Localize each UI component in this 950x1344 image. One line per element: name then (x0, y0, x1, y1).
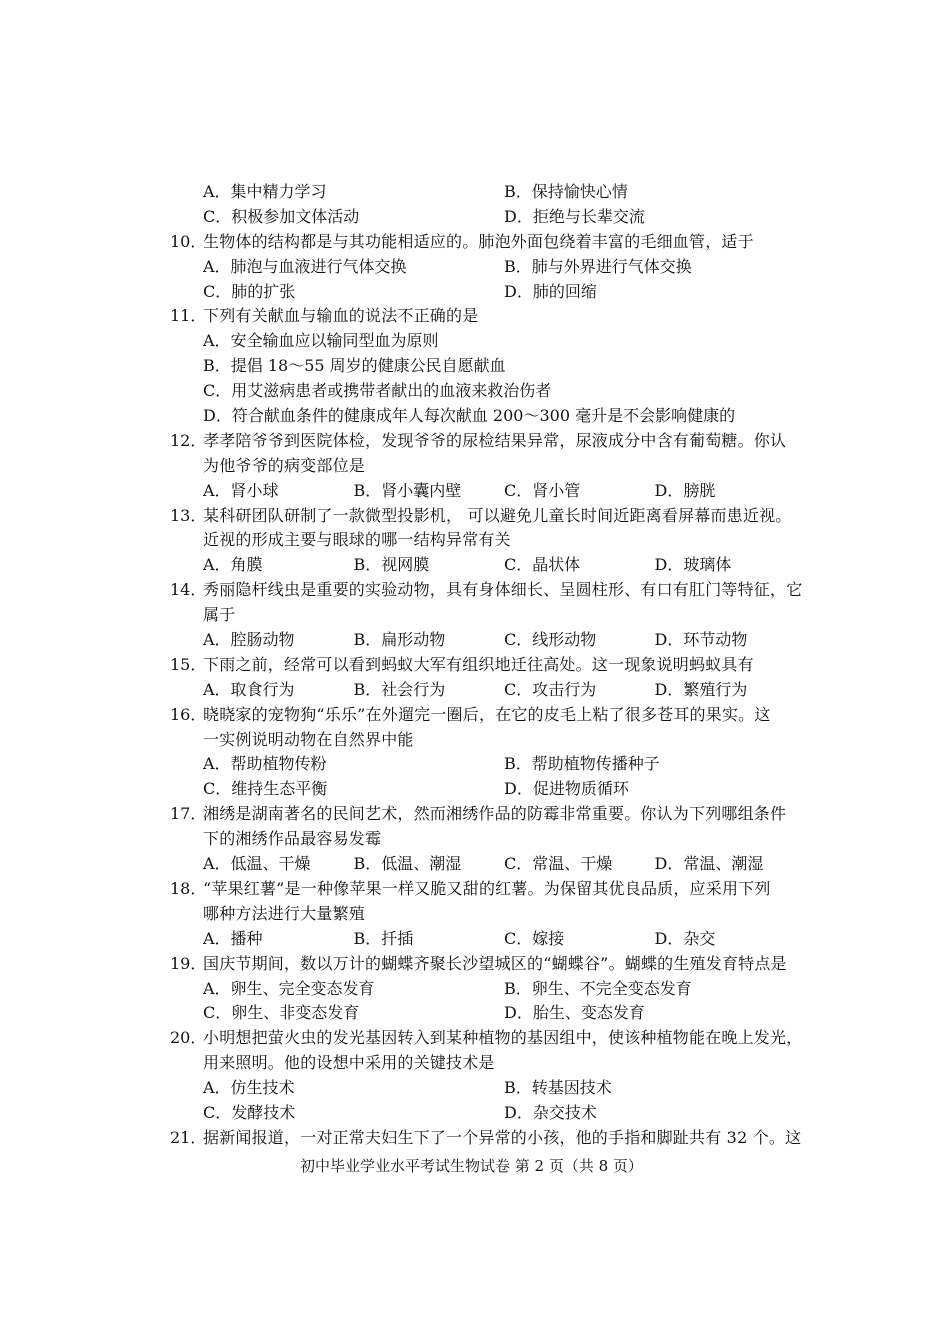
option: D．拒绝与长辈交流 (504, 206, 645, 226)
question-list (170, 180, 830, 1151)
question-stem: 下雨之前，经常可以看到蚂蚁大军有组织地迁往高处。这一现象说明蚂蚁具有 (203, 654, 754, 674)
option: C．发酵技术 (203, 1102, 296, 1122)
option-row (170, 1001, 830, 1026)
option-row (170, 927, 830, 952)
option: A．卵生、完全变态发育 (203, 978, 375, 998)
question-stem-continued: 哪种方法进行大量繁殖 (203, 903, 366, 923)
question-number: 17． (170, 804, 207, 824)
option-row (170, 1076, 830, 1101)
question-number: 20． (170, 1028, 207, 1048)
option: D．繁殖行为 (654, 679, 748, 699)
question-stem-continued: 近视的形成主要与眼球的哪一结构异常有关 (203, 530, 511, 550)
option-row (170, 180, 830, 205)
question-stem-continued: 用来照明。他的设想中采用的关键技术是 (203, 1053, 495, 1073)
option: B．保持愉快心情 (504, 182, 628, 201)
question-stem: 生物体的结构都是与其功能相适应的。肺泡外面包绕着丰富的毛细血管，适于 (203, 231, 754, 251)
option: C．积极参加文体活动 (203, 206, 360, 226)
option: B．提倡 18～55 周岁的健康公民自愿献血 (203, 356, 506, 376)
question-17 (170, 802, 830, 877)
option: B．肺与外界进行气体交换 (504, 256, 692, 276)
option-row (170, 977, 830, 1002)
option-row (170, 628, 830, 653)
question-stem: 小明想把萤火虫的发光基因转入到某种植物的基因组中，使该种植物能在晚上发光， (203, 1028, 803, 1048)
option: C．肺的扩张 (203, 281, 296, 301)
question-12 (170, 429, 830, 504)
option: D．肺的回缩 (504, 281, 597, 301)
option: B．卵生、不完全变态发育 (504, 978, 692, 998)
question-number: 18． (170, 878, 207, 898)
question-21 (170, 1126, 830, 1151)
option: B．扁形动物 (353, 630, 446, 650)
option-row (170, 752, 830, 777)
question-13 (170, 504, 830, 579)
question-number: 15． (170, 654, 207, 674)
option: D．玻璃体 (654, 555, 732, 575)
option: D．常温、潮湿 (654, 854, 764, 874)
option-row (170, 479, 830, 504)
option: A．安全输血应以输同型血为原则 (203, 331, 439, 351)
option-row (170, 1101, 830, 1126)
option: C．线形动物 (504, 630, 597, 650)
option: A．取食行为 (203, 679, 295, 699)
option: A．仿生技术 (203, 1078, 295, 1098)
option: D．杂交 (654, 928, 716, 948)
option: B．社会行为 (353, 679, 446, 699)
question-number: 10． (170, 231, 207, 251)
option: B．帮助植物传播种子 (504, 754, 660, 774)
question-stem: 湘绣是湖南著名的民间艺术，然而湘绣作品的防霉非常重要。你认为下列哪组条件 (203, 804, 787, 824)
option: A．肾小球 (203, 480, 279, 500)
option-row (170, 678, 830, 703)
option: C．卵生、非变态发育 (203, 1003, 360, 1023)
option-row (170, 777, 830, 802)
option: A．集中精力学习 (203, 182, 327, 201)
option: D．胎生、变态发育 (504, 1003, 645, 1023)
option: C．嫁接 (504, 928, 565, 948)
option: A．低温、干燥 (203, 854, 311, 874)
option-row (170, 553, 830, 578)
option: B．扦插 (353, 928, 414, 948)
question-number: 19． (170, 953, 207, 973)
question-number: 14． (170, 580, 207, 600)
option: B．视网膜 (353, 555, 430, 575)
option: B．低温、潮湿 (353, 854, 462, 874)
option: A．肺泡与血液进行气体交换 (203, 256, 407, 276)
page-footer: 初中毕业学业水平考试生物试卷 第 2 页（共 8 页） (300, 1157, 643, 1175)
question-number: 12． (170, 430, 207, 450)
option-row (170, 852, 830, 877)
question-10 (170, 230, 830, 305)
option: C．肾小管 (504, 480, 581, 500)
option: C．攻击行为 (504, 679, 597, 699)
question-20 (170, 1026, 830, 1126)
option: D．环节动物 (654, 630, 748, 650)
question-stem: 据新闻报道，一对正常夫妇生下了一个异常的小孩，他的手指和脚趾共有 32 个。这 (203, 1127, 802, 1147)
question-stem-continued: 为他爷爷的病变部位是 (203, 455, 366, 475)
question-number: 13． (170, 505, 207, 525)
question-stem: 晓晓家的宠物狗“乐乐”在外遛完一圈后，在它的皮毛上粘了很多苍耳的果实。这 (203, 704, 771, 724)
question-stem: 秀丽隐杆线虫是重要的实验动物，具有身体细长、呈圆柱形、有口有肛门等特征，它 (203, 580, 803, 600)
question-stem: 孝孝陪爷爷到医院体检，发现爷爷的尿检结果异常，尿液成分中含有葡萄糖。你认 (203, 430, 787, 450)
option: A．腔肠动物 (203, 630, 295, 650)
option: D．杂交技术 (504, 1102, 597, 1122)
question-16 (170, 703, 830, 803)
question-14 (170, 578, 830, 653)
question-number: 16． (170, 704, 207, 724)
option: A．角膜 (203, 555, 263, 575)
option: C．常温、干燥 (504, 854, 613, 874)
question-19 (170, 952, 830, 1027)
option: C．用艾滋病患者或携带者献出的血液来救治伤者 (203, 381, 552, 401)
option: B．肾小囊内壁 (353, 480, 462, 500)
question-11 (170, 304, 830, 428)
question-stem: 某科研团队研制了一款微型投影机， 可以避免儿童长时间近距离看屏幕而患近视。 (203, 505, 792, 525)
question-18 (170, 877, 830, 952)
option: D．促进物质循环 (504, 779, 629, 799)
option: B．转基因技术 (504, 1078, 612, 1098)
question-number: 11． (170, 306, 207, 326)
question-stem: 下列有关献血与输血的说法不正确的是 (203, 306, 479, 326)
question-stem-continued: 一实例说明动物在自然界中能 (203, 729, 414, 749)
option: C．维持生态平衡 (203, 779, 328, 799)
option-row (170, 280, 830, 305)
option-row (170, 255, 830, 280)
question-stem: 国庆节期间，数以万计的蝴蝶齐聚长沙望城区的“蝴蝶谷”。蝴蝶的生殖发育特点是 (203, 953, 787, 973)
option: D．符合献血条件的健康成年人每次献血 200～300 毫升是不会影响健康的 (203, 406, 736, 426)
option: A．播种 (203, 928, 263, 948)
option: D．膀胱 (654, 480, 716, 500)
option: A．帮助植物传粉 (203, 754, 327, 774)
option: C．晶状体 (504, 555, 581, 575)
question-number: 21． (170, 1127, 207, 1147)
question-stem-continued: 属于 (203, 605, 236, 625)
question-15 (170, 653, 830, 703)
question-stem: “苹果红薯”是一种像苹果一样又脆又甜的红薯。为保留其优良品质，应采用下列 (203, 878, 771, 898)
option-row (170, 205, 830, 230)
question-stem-continued: 下的湘绣作品最容易发霉 (203, 829, 382, 849)
